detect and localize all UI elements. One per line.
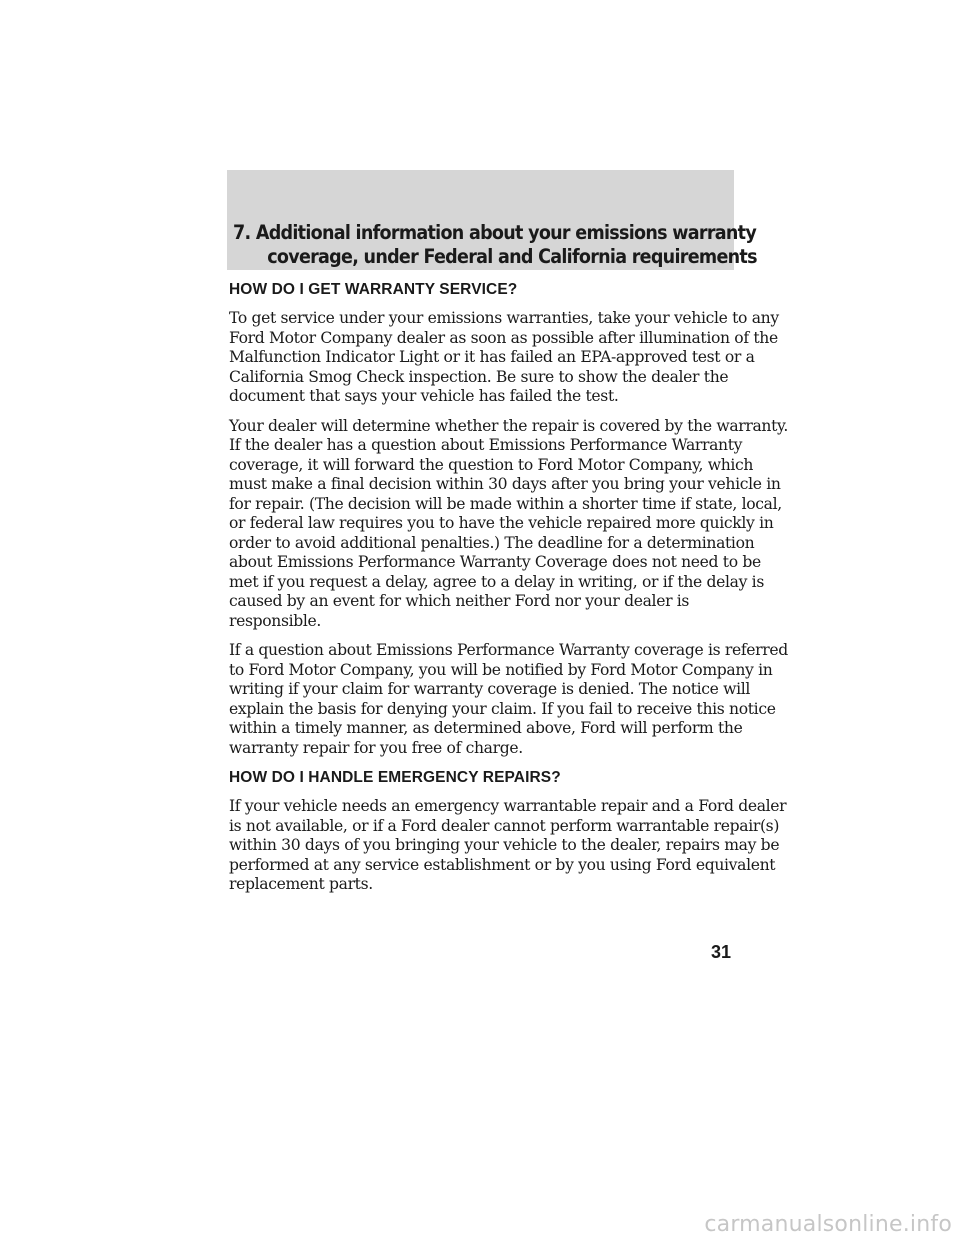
text-line: within 30 days of you bringing your vehicle to the dealer, repairs may be bbox=[229, 836, 780, 854]
text-line: If a question about Emissions Performance Warranty coverage is referred bbox=[229, 641, 788, 659]
text-line: coverage, it will forward the question to Ford Motor Company, which bbox=[229, 455, 754, 474]
text-line: writing if your claim for warranty coverage is denied. The notice will bbox=[229, 680, 751, 698]
document-body bbox=[229, 280, 789, 905]
text-line: To get service under your emissions warranties, take your vehicle to any bbox=[229, 309, 779, 327]
text-line: met if you request a delay, agree to a delay in writing, or if the delay is bbox=[229, 572, 764, 591]
text-line: explain the basis for denying your claim. If you fail to receive this notice bbox=[229, 699, 776, 718]
text-line: caused by an event for which neither Ford nor your dealer is bbox=[229, 592, 690, 610]
text-line: If your vehicle needs an emergency warrantable repair and a Ford dealer bbox=[229, 797, 787, 815]
text-line: document that says your vehicle has failed the test. bbox=[229, 387, 619, 405]
text-line: Your dealer will determine whether the repair is covered by the warranty. bbox=[229, 416, 789, 435]
text-line: Malfunction Indicator Light or it has failed an EPA-approved test or a bbox=[229, 348, 755, 366]
text-line: to Ford Motor Company, you will be notified by Ford Motor Company in bbox=[229, 660, 773, 679]
text-line: Ford Motor Company dealer as soon as possible after illumination of the bbox=[229, 328, 778, 347]
text-line: for repair. (The decision will be made within a shorter time if state, local, bbox=[229, 494, 782, 513]
page-number: 31 bbox=[711, 942, 732, 962]
text-line: order to avoid additional penalties.) The deadline for a determination bbox=[229, 533, 755, 552]
section-title bbox=[233, 221, 757, 269]
text-line: replacement parts. bbox=[229, 875, 373, 893]
text-line: California Smog Check inspection. Be sure to show the dealer the bbox=[229, 367, 729, 386]
text-line: warranty repair for you free of charge. bbox=[229, 738, 523, 757]
paragraph bbox=[229, 641, 788, 758]
heading-warranty-service: HOW DO I GET WARRANTY SERVICE? bbox=[229, 281, 518, 298]
watermark: carmanualsonline.info bbox=[704, 1212, 952, 1237]
paragraph bbox=[229, 309, 779, 407]
text-line: responsible. bbox=[229, 611, 322, 630]
text-line: or federal law requires you to have the vehicle repaired more quickly in bbox=[229, 514, 774, 532]
text-line: If the dealer has a question about Emissions Performance Warranty bbox=[229, 436, 743, 454]
text-line: must make a final decision within 30 days after you bring your vehicle in bbox=[229, 475, 781, 493]
text-line: about Emissions Performance Warranty Coverage does not need to be bbox=[229, 553, 761, 571]
text-line: within a timely manner, as determined above, Ford will perform the bbox=[229, 719, 743, 737]
heading-emergency-repairs: HOW DO I HANDLE EMERGENCY REPAIRS? bbox=[229, 769, 561, 786]
text-line: performed at any service establishment or by you using Ford equivalent bbox=[229, 855, 776, 874]
text-line: is not available, or if a Ford dealer cannot perform warrantable repair(s) bbox=[229, 816, 780, 835]
paragraph bbox=[229, 416, 789, 632]
paragraph bbox=[229, 797, 787, 895]
section-title-line-2: coverage, under Federal and California requirements bbox=[267, 245, 757, 268]
section-title-line-1: 7. Additional information about your emissions warranty bbox=[233, 221, 757, 244]
